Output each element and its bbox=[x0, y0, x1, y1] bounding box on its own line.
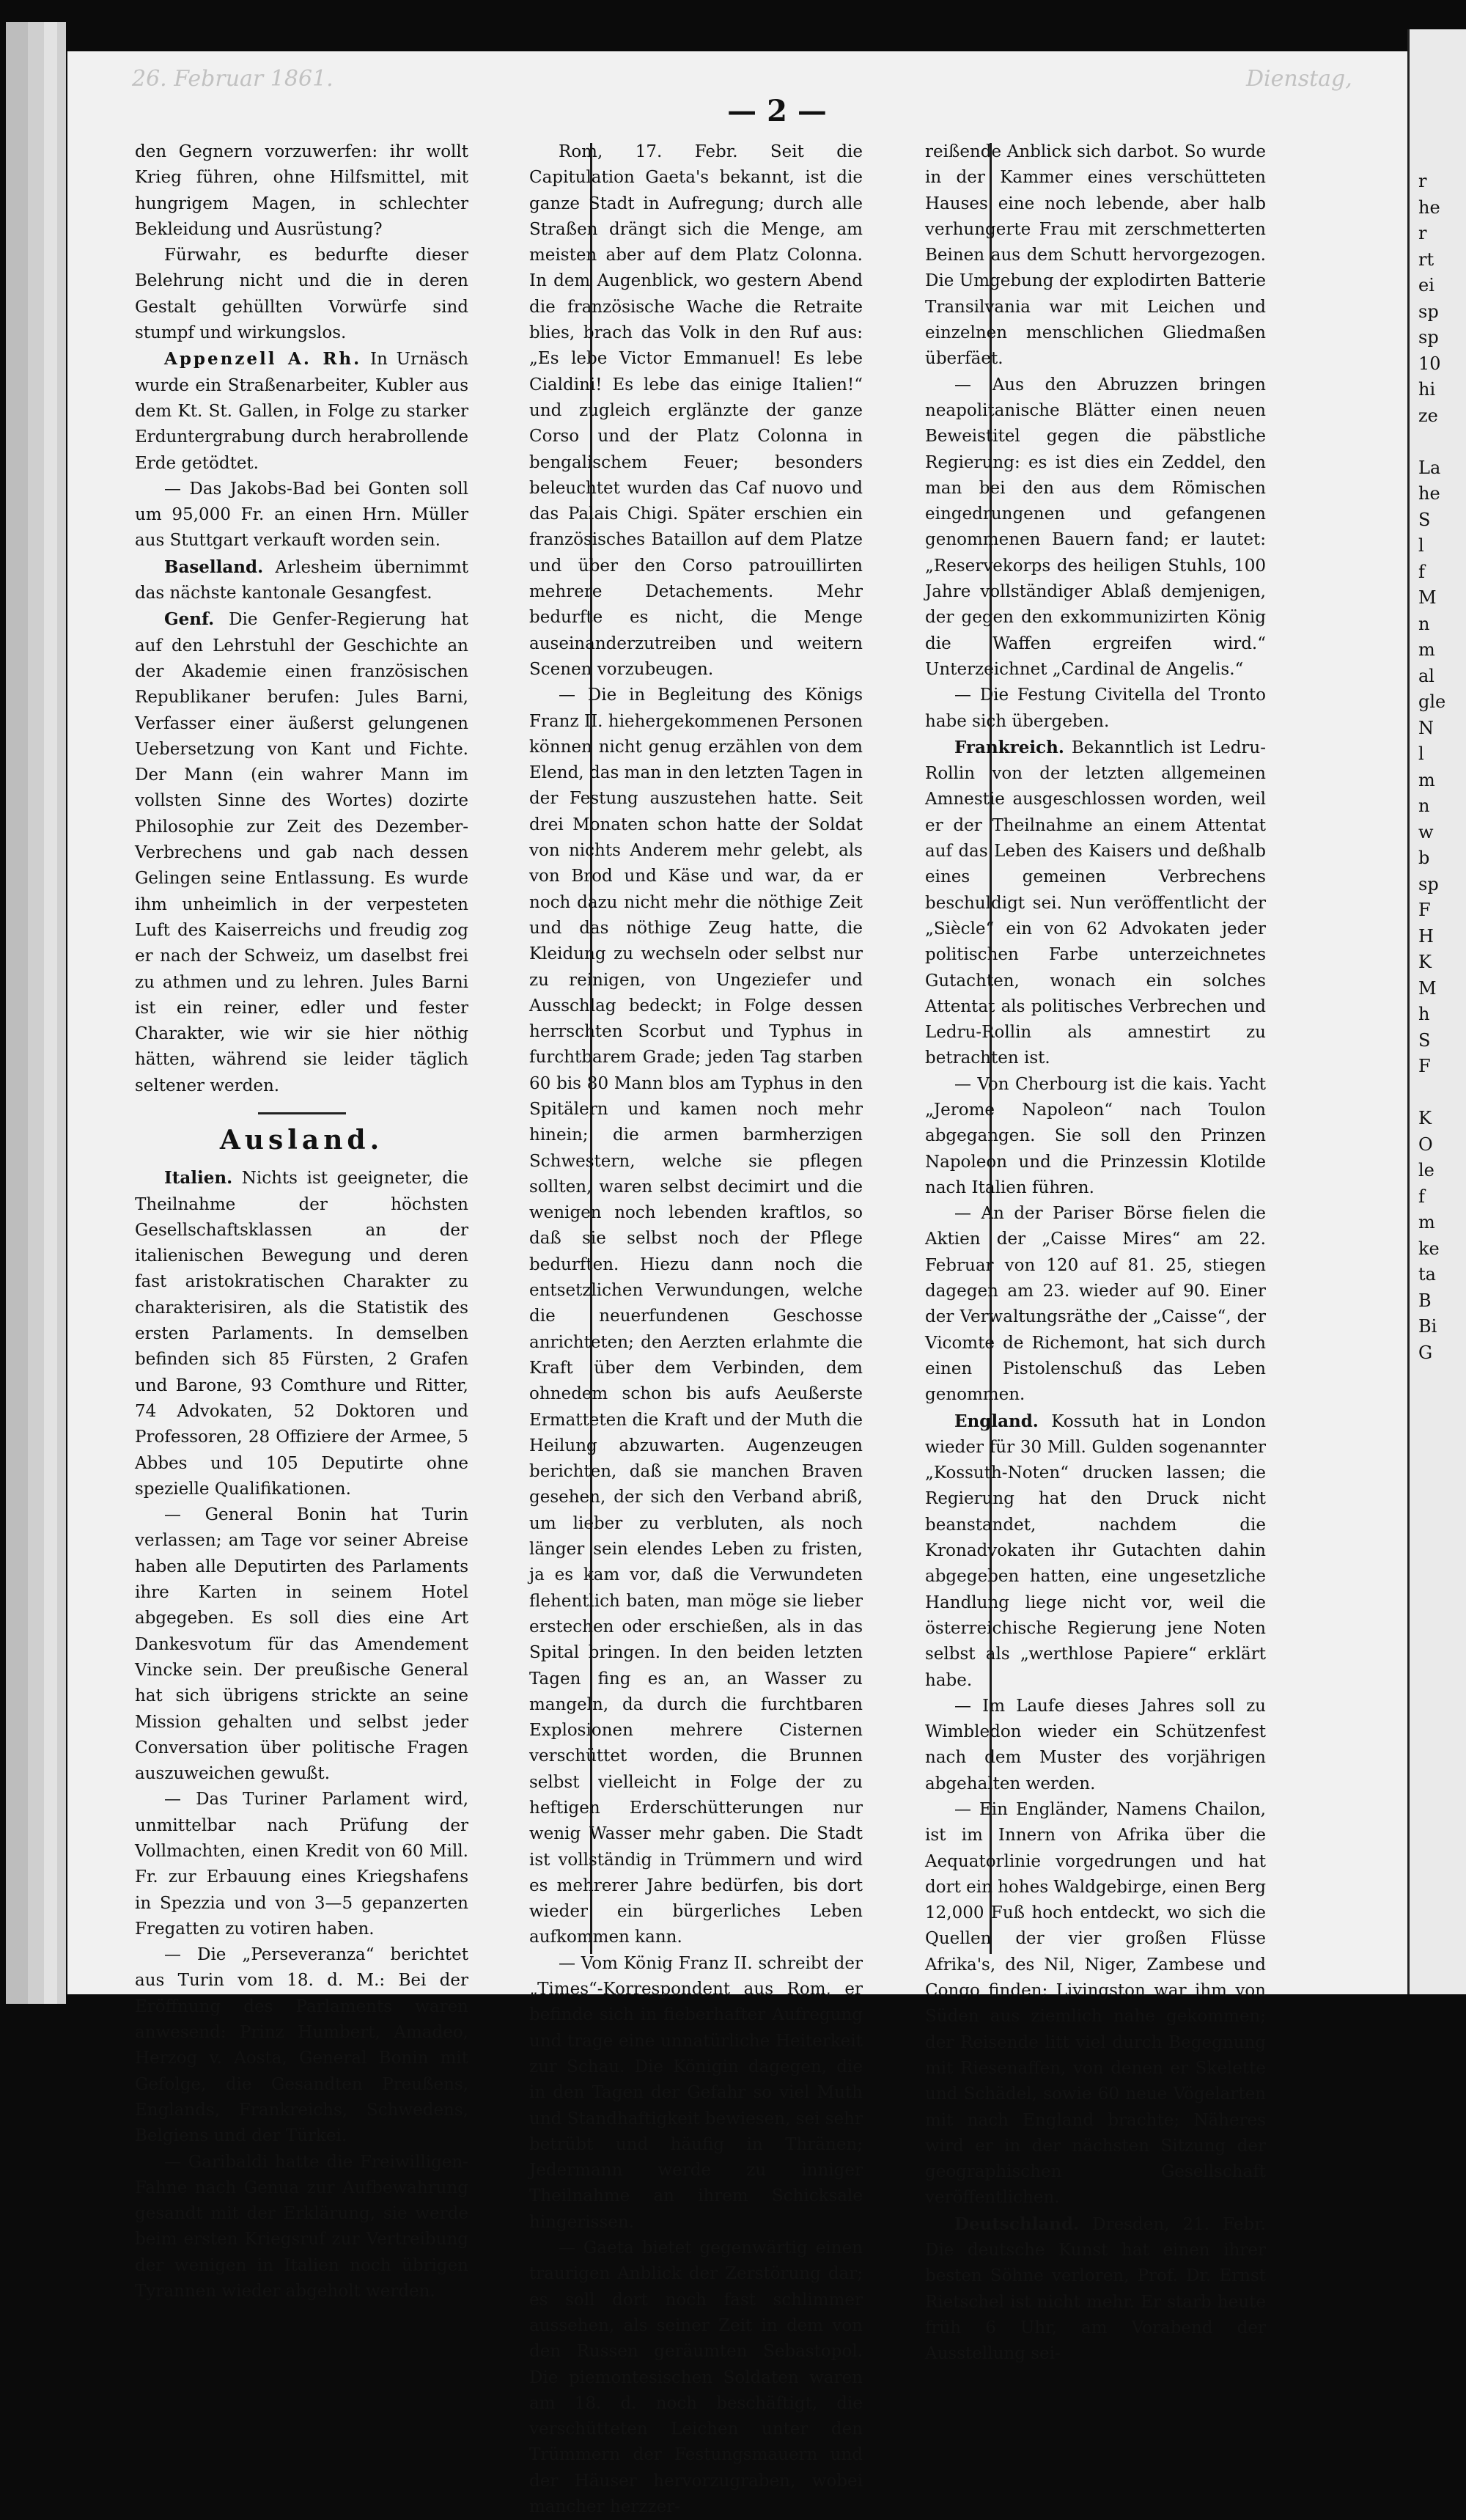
paragraph: reißende Anblick sich darbot. So wurde in der Kammer eines verschütteten Hauses eine noch lebende, aber halb verhungerte Frau mit zerschmetterten Beinen aus dem Schutt hervorgezogen. Die Umgebung der explodirten Batterie Transilvania war mit Leichen und einzelnen menschlichen Gliedmaßen überfäet. bbox=[925, 142, 1266, 369]
dateline: England. bbox=[954, 1411, 1039, 1431]
dateline: Frankreich. bbox=[954, 737, 1064, 757]
bleed-through-date: 26. Februar 1861. bbox=[132, 66, 334, 92]
dateline: Genf. bbox=[164, 609, 215, 630]
dateline: Deutschland. bbox=[954, 2214, 1080, 2234]
page-edge bbox=[28, 22, 44, 2004]
paragraph: Deutschland. Dresden, 21. Febr. Die deutsche Kunst hat einen ihrer besten Söhne verloren, Prof. Dr. Ernst Rietschel ist nicht mehr. Er starb heute früh 6 Uhr, am Vorabend der Ausstellung sei- bbox=[925, 2214, 1266, 2364]
paragraph: — Ein Engländer, Namens Chailon, ist im Innern von Afrika über die Aequatorlinie vorgedrungen und hat dort ein hohes Waldgebirge, einen Berg 12,000 Fuß hoch entdeckt, wo sich die Quellen der vier großen Flüsse Afrika's, des Nil, Niger, Zambese und Congo finden; Livingston war ihm von Süden aus ziemlich nahe gekommen; der Reisende litt viel durch Begegnung mit Riesenaffen, von denen er Skelette und Schädel, sowie 60 neue Vögelarten mit nach England brachte; Näheres wird er in der nächsten Sitzung der geographischen Gesellschaft veröffentlichen. bbox=[925, 1800, 1266, 2208]
paragraph: — Aus den Abruzzen bringen neapolitanische Blätter einen neuen Beweistitel gegen die päbstliche Regierung: es ist dies ein Zeddel, den man bei den aus dem Römischen eingedrungenen und gefangenen genommenen Bauern fand; er lautet: „Reservekorps des heiligen Stuhls, 100 Jahre vollständiger Ablaß demjenigen, der gegen den exkommunizirten König die Waffen ergreifen wird.“ Unterzeichnet „Cardinal de Angelis.“ bbox=[925, 375, 1266, 679]
adjacent-page-text: r he r rt ei sp sp 10 hi ze La he S l f M n m al gle N l m n w b sp F H K M h S F K O le f m ke ta B Bi G bbox=[1418, 171, 1446, 1363]
dateline: Baselland. bbox=[164, 556, 264, 577]
paragraph: Genf. Die Genfer-Regierung hat auf den Lehrstuhl der Geschichte an der Akademie einen französischen Republikaner berufen: Jules Barni, Verfasser einer äußerst gelungenen Uebersetzung von Kant und Fichte. Der Mann (ein wahrer Mann im vollsten Sinne des Wortes) dozirte Philosophie zur Zeit des Dezember-Verbrechens und gab nach dessen Gelingen seine Entlassung. Es wurde ihm unheimlich in der verpesteten Luft des Kaiserreichs und freudig zog er nach der Schweiz, um daselbst frei zu athmen und zu lehren. Jules Barni ist ein reiner, edler und fester Charakter, wie wir sie hier nöthig hätten, während sie leider täglich seltener werden. bbox=[135, 609, 468, 1095]
section-title: Ausland. bbox=[219, 1124, 384, 1156]
page-edge bbox=[57, 22, 66, 2004]
paragraph: — Die in Begleitung des Königs Franz II. hiehergekommenen Personen können nicht genug erzählen von dem Elend, das man in den letzten Tagen in der Festung auszustehen hatte. Seit drei Monaten schon hatte der Soldat von nichts Anderem mehr gelebt, als von Brod und Käse und war, da er noch dazu nicht mehr die nöthige Zeit und das nöthige Zeug hatte, die Kleidung zu wechseln oder selbst nur zu reinigen, von Ungeziefer und Ausschlag bedeckt; in Folge dessen herrschten Scorbut und Typhus in furchtbarem Grade; jeden Tag starben 60 bis 80 Mann blos am Typhus in den Spitälern und kamen noch mehr hinein; die armen barmherzigen Schwestern, welche sie pflegen sollten, waren selbst decimirt und die wenigen noch lebenden kraftlos, so daß sie selbst noch der Pflege bedurften. Hiezu dann noch die entsetzlichen Verwundungen, welche die neuerfundenen Geschosse anrichteten; den Aerzten erlahmte die Kraft über dem Verbinden, dem ohnedem schon bis aufs Aeußerste Ermatteten die Kraft und der Muth die Heilung abzuwarten. Augenzeugen berichten, daß sie manchen Braven gesehen, der sich den Verband abriß, um lieber zu verbluten, als noch länger sein elendes Leben zu fristen, ja es kam vor, daß die Verwundeten flehentlich baten, man möge sie lieber erstechen oder erschießen, als in das Spital bringen. In den beiden letzten Tagen fing es an, an Wasser zu mangeln, da durch die furchtbaren Explosionen mehrere Cisternen verschüttet worden, die Brunnen selbst vielleicht in Folge der zu heftigen Erderschütterungen nur wenig Wasser mehr gaben. Die Stadt ist vollständig in Trümmern und wird es mehrerer Jahre bedürfen, bis dort wieder ein bürgerliches Leben aufkommen kann. bbox=[529, 686, 863, 1947]
paragraph: — General Bonin hat Turin verlassen; am Tage vor seiner Abreise haben alle Deputirten des Parlaments ihre Karten in seinem Hotel abgegeben. Es soll dies eine Art Dankesvotum für das Amendement Vincke sein. Der preußische General hat sich übrigens strickte an seine Mission gehalten und selbst jeder Conversation über politische Fragen auszuweichen gewußt. bbox=[135, 1505, 468, 1784]
paragraph: Baselland. Arlesheim übernimmt das nächste kantonale Gesangfest. bbox=[135, 556, 468, 603]
dateline: Appenzell A. Rh. bbox=[164, 349, 362, 370]
paragraph: — Das Jakobs-Bad bei Gonten soll um 95,000 Fr. an einen Hrn. Müller aus Stuttgart verkauft worden sein. bbox=[135, 479, 468, 551]
paragraph: — Die Festung Civitella del Tronto habe sich übergeben. bbox=[925, 686, 1266, 731]
adjacent-page-fragment bbox=[1407, 29, 1466, 1994]
paragraph: — Die „Perseveranza“ berichtet aus Turin vom 18. d. M.: Bei der Eröffnung des Parlaments waren anwesend: Prinz Humbert, Amadeo, Herzog v. Aosta, General Bonin mit Gefolge, die Gesandten Preußens, Englands, Frankreichs, Schwedens, Belgiens und der Türkei. bbox=[135, 1945, 468, 2146]
paragraph: — Gaeta bietet gegenwärtig einen traurigen Anblick der Zerstörung dar; es soll dort noch fast schlimmer aussehen, als seiner Zeit in dem von den Russen geräumten Sebastopol. Die piemontesischen Soldaten waren am 18. d. noch beschäftigt, die verschütteten Leichen unter den Trümmern der Festungsmauern und der Häuser hervorzugraben, wobei mancher herzzer- bbox=[529, 2238, 863, 2517]
paragraph: England. Kossuth hat in London wieder für 30 Mill. Gulden sogenannter „Kossuth-Noten“ drucken lassen; die Regierung hat den Druck nicht beanstandet, nachdem die Kronadvokaten ihr Gutachten dahin abgegeben hatten, eine ungesetzliche Handlung liege nicht vor, weil die österreichische Regierung jene Noten selbst als „werthlose Papiere“ erklärt habe. bbox=[925, 1411, 1266, 1690]
bleed-through-weekday: Dienstag, bbox=[1246, 66, 1352, 92]
paragraph: den Gegnern vorzuwerfen: ihr wollt Krieg führen, ohne Hilfsmittel, mit hungrigem Magen, in schlechter Bekleidung und Ausrüstung? bbox=[135, 142, 468, 239]
paragraph: — Vom König Franz II. schreibt der „Times“-Korrespondent aus Rom, er befinde sich in fieberhafter Aufregung und trage eine unnatürliche Heiterkeit zur Schau. Die Königin dagegen, die in den Tagen der Gefahr so viel Muth und Standhaftigkeit bewiesen, sei sehr betrübt und häufig in Thränen; Jedermann werde zu inniger Theilnahme an ihrem Schicksale hingerissen. bbox=[529, 1953, 863, 2232]
paragraph: Fürwahr, es bedurfte dieser Belehrung nicht und die in deren Gestalt gehüllten Vorwürfe sind stumpf und wirkungslos. bbox=[135, 246, 468, 343]
paragraph: Appenzell A. Rh. In Urnäsch wurde ein Straßenarbeiter, Kubler aus dem Kt. St. Gallen, in Folge zu starker Erduntergrabung durch herabrollende Erde getödtet. bbox=[135, 349, 469, 473]
paragraph: — An der Pariser Börse fielen die Aktien der „Caisse Mires“ am 22. Februar von 120 auf 81. 25, stiegen dagegen am 23. wieder auf 90. Einer der Verwaltungsräthe der „Caisse“, der Vicomte de Richemont, hat sich durch einen Pistolenschuß das Leben genommen. bbox=[925, 1204, 1266, 1405]
paragraph: — Von Cherbourg ist die kais. Yacht „Jerome Napoleon“ nach Toulon abgegangen. Sie soll den Prinzen Napoleon und die Prinzessin Klotilde nach Italien führen. bbox=[925, 1074, 1266, 1197]
page-edge bbox=[6, 22, 28, 2004]
paragraph: — Garibaldi hatte die Freiwilligen-Fahne nach Genua zur Aufbewahrung gesandt mit der Erklärung, sie werde beim ersten Kriegsruf zur Vertreibung der wenigen in Italien noch übrigen Tyrannen wieder abgeholt werden. bbox=[135, 2152, 468, 2302]
section-divider bbox=[258, 1112, 346, 1114]
page-number: — 2 — bbox=[727, 94, 827, 128]
column-2 bbox=[529, 139, 863, 2520]
paragraph: Frankreich. Bekanntlich ist Ledru-Rollin von der letzten allgemeinen Amnestie ausgeschlossen worden, weil er der Theilnahme an einem Attentat auf das Leben des Kaisers und deßhalb eines gemeinen Verbrechens beschuldigt sei. Nun veröffentlicht der „Siècle“ ein von 62 Advokaten jeder politischen Farbe unterzeichnetes Gutachten, wonach ein solches Attentat als politisches Verbrechen und Ledru-Rollin als amnestirt zu betrachten ist. bbox=[925, 737, 1266, 1068]
paragraph: Italien. Nichts ist geeigneter, die Theilnahme der höchsten Gesellschaftsklassen an der italienischen Bewegung und deren fast aristokratischen Charakter zu charakterisiren, als die Statistik des ersten Parlaments. In demselben befinden sich 85 Fürsten, 2 Grafen und Barone, 93 Comthure und Ritter, 74 Advokaten, 52 Doktoren und Professoren, 28 Offiziere der Armee, 5 Abbes und 105 Deputirte ohne spezielle Qualifikationen. bbox=[135, 1168, 468, 1499]
paragraph: — Das Turiner Parlament wird, unmittelbar nach Prüfung der Vollmachten, einen Kredit von 60 Mill. Fr. zur Erbauung eines Kriegshafens in Spezzia und von 3—5 gepanzerten Fregatten zu votiren haben. bbox=[135, 1790, 468, 1939]
column-1 bbox=[135, 139, 468, 2304]
paragraph: — Im Laufe dieses Jahres soll zu Wimbledon wieder ein Schützenfest nach dem Muster des vorjährigen abgehalten werden. bbox=[925, 1696, 1266, 1793]
page-edge bbox=[44, 22, 57, 2004]
paragraph: Rom, 17. Febr. Seit die Capitulation Gaeta's bekannt, ist die ganze Stadt in Aufregung; durch alle Straßen drängt sich die Menge, am meisten aber auf dem Platz Colonna. In dem Augenblick, wo gestern Abend die französische Wache die Retraite blies, brach das Volk in den Ruf aus: „Es lebe Victor Emmanuel! Es lebe Cialdini! Es lebe das einige Italien!“ und zugleich erglänzte der ganze Corso und der Platz Colonna in bengalischem Feuer; besonders beleuchtet wurden das Caf nuovo und das Palais Chigi. Später erschien ein französisches Bataillon auf dem Platze und über den Corso patrouillirten mehrere Detachements. Mehr bedurfte es nicht, die Menge auseinanderzutreiben und weitern Scenen vorzubeugen. bbox=[529, 142, 863, 679]
dateline: Italien. bbox=[164, 1168, 233, 1189]
